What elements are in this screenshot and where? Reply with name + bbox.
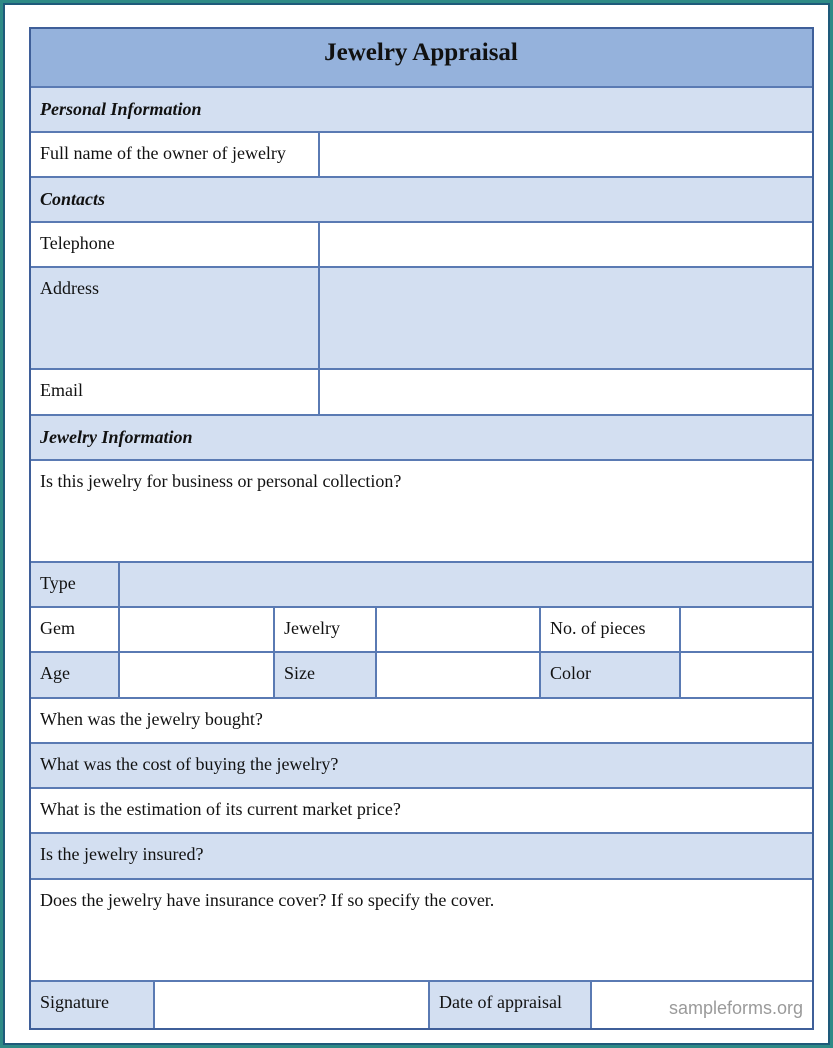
full-name-field[interactable] (320, 133, 812, 176)
age-row (31, 653, 812, 699)
signature-label: Signature (31, 982, 155, 1028)
gem-field[interactable] (120, 608, 275, 651)
title-row (31, 29, 812, 88)
jewelry-label: Jewelry (275, 608, 377, 651)
email-field[interactable] (320, 370, 812, 414)
type-field[interactable] (120, 563, 812, 606)
section-personal-row (31, 88, 812, 133)
form-title: Jewelry Appraisal (31, 29, 812, 86)
section-contacts-row (31, 178, 812, 223)
section-personal-heading: Personal Information (31, 88, 812, 131)
insured-question[interactable]: Is the jewelry insured? (31, 834, 812, 878)
section-jewelry-row (31, 416, 812, 461)
email-row (31, 370, 812, 416)
pieces-label: No. of pieces (541, 608, 681, 651)
type-label: Type (31, 563, 120, 606)
section-jewelry-heading: Jewelry Information (31, 416, 812, 459)
jewelry-field[interactable] (377, 608, 541, 651)
business-personal-row (31, 461, 812, 563)
section-contacts-heading: Contacts (31, 178, 812, 221)
color-field[interactable] (681, 653, 812, 697)
pieces-field[interactable] (681, 608, 812, 651)
full-name-label: Full name of the owner of jewelry (31, 133, 320, 176)
cost-row (31, 744, 812, 789)
type-row (31, 563, 812, 608)
size-field[interactable] (377, 653, 541, 697)
insurance-cover-question[interactable]: Does the jewelry have insurance cover? If so specify the cover. (31, 880, 812, 980)
insured-row (31, 834, 812, 880)
signature-row (31, 982, 812, 1028)
telephone-row (31, 223, 812, 268)
age-label: Age (31, 653, 120, 697)
signature-field[interactable] (155, 982, 430, 1028)
estimation-row (31, 789, 812, 834)
business-personal-question[interactable]: Is this jewelry for business or personal collection? (31, 461, 812, 561)
gem-row (31, 608, 812, 653)
address-row (31, 268, 812, 370)
appraisal-form (29, 27, 814, 1030)
insurance-cover-row (31, 880, 812, 982)
color-label: Color (541, 653, 681, 697)
cost-question[interactable]: What was the cost of buying the jewelry? (31, 744, 812, 787)
address-field[interactable] (320, 268, 812, 368)
email-label: Email (31, 370, 320, 414)
age-field[interactable] (120, 653, 275, 697)
page-frame (3, 3, 830, 1045)
when-bought-question[interactable]: When was the jewelry bought? (31, 699, 812, 742)
full-name-row (31, 133, 812, 178)
when-bought-row (31, 699, 812, 744)
address-label: Address (31, 268, 320, 368)
estimation-question[interactable]: What is the estimation of its current market price? (31, 789, 812, 832)
telephone-field[interactable] (320, 223, 812, 266)
telephone-label: Telephone (31, 223, 320, 266)
size-label: Size (275, 653, 377, 697)
watermark: sampleforms.org (668, 998, 803, 1018)
date-label: Date of appraisal (430, 982, 592, 1028)
gem-label: Gem (31, 608, 120, 651)
date-field[interactable] (592, 982, 812, 1028)
